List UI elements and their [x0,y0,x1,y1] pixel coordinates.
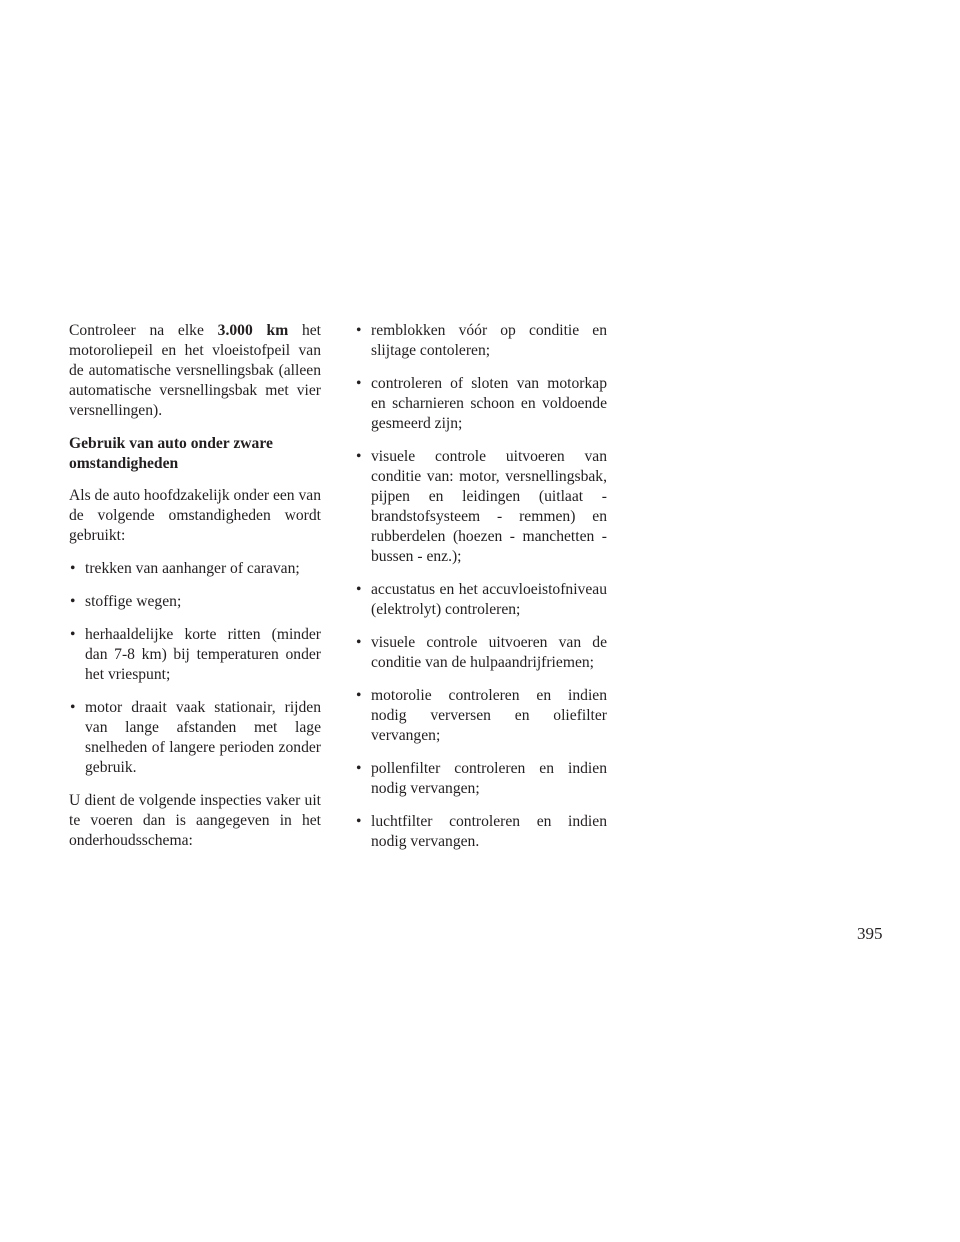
bullet-icon: • [70,699,76,716]
list-item-text: remblokken vóór op conditie en slijtage contoleren; [371,322,607,359]
list-item [69,559,321,579]
list-item-text: controleren of sloten van motorkap en scharnieren schoon en voldoende gesmeerd zijn; [371,375,607,432]
list-item-text: pollenfilter controleren en indien nodig vervangen; [371,760,607,797]
bullet-icon: • [70,593,76,610]
right-column [355,321,607,865]
bullet-icon: • [356,581,362,598]
bullet-icon: • [356,813,362,830]
inspections-intro: U dient de volgende inspecties vaker uit te voeren dan is aangegeven in het onderhoudsschema: [69,792,321,849]
list-item-text: herhaaldelijke korte ritten (minder dan 7-8 km) bij temperaturen onder het vriespunt; [85,626,321,683]
list-item [355,812,607,852]
list-item-text: motorolie controleren en indien nodig verversen en oliefilter vervangen; [371,687,607,744]
list-item-text: accustatus en het accuvloeistofniveau (elektrolyt) controleren; [371,581,607,618]
list-item-text: motor draait vaak stationair, rijden van lange afstanden met lage snelheden of langere perioden zonder gebruik. [85,699,321,776]
bullet-icon: • [356,375,362,392]
list-item [355,633,607,673]
section-heading: Gebruik van auto onder zware omstandigheden [69,435,273,472]
list-item-text: visuele controle uitvoeren van conditie van: motor, versnellingsbak, pijpen en leidingen (uitlaat - brandstofsysteem - remmen) en rubberdelen (hoezen - manchetten - bussen - enz.); [371,448,607,565]
intro-suffix: het motoroliepeil en het vloeistofpeil van de automatische versnellingsbak (alleen automatische versnellingsbak met vier versnellingen). [69,322,321,419]
list-item [355,447,607,567]
bullet-icon: • [356,634,362,651]
left-column [69,321,321,864]
page-number: 395 [857,924,883,943]
list-item [69,592,321,612]
list-item-text: visuele controle uitvoeren van de conditie van de hulpaandrijfriemen; [371,634,607,671]
intro-prefix: Controleer na elke [69,322,218,339]
list-item [69,698,321,778]
list-item-text: stoffige wegen; [85,593,182,610]
conditions-list [69,559,321,778]
list-item [355,374,607,434]
inspections-list [355,321,607,852]
bullet-icon: • [70,560,76,577]
list-item-text: trekken van aanhanger of caravan; [85,560,300,577]
bullet-icon: • [70,626,76,643]
list-item [69,625,321,685]
bullet-icon: • [356,687,362,704]
conditions-intro: Als de auto hoofdzakelijk onder een van de volgende omstandigheden wordt gebruikt: [69,487,322,544]
intro-paragraph [69,321,321,421]
list-item [355,759,607,799]
bullet-icon: • [356,760,362,777]
list-item [355,580,607,620]
list-item-text: luchtfilter controleren en indien nodig vervangen. [371,813,607,850]
list-item [355,321,607,361]
bullet-icon: • [356,448,362,465]
list-item [355,686,607,746]
bullet-icon: • [356,322,362,339]
intro-interval: 3.000 km [217,322,289,339]
